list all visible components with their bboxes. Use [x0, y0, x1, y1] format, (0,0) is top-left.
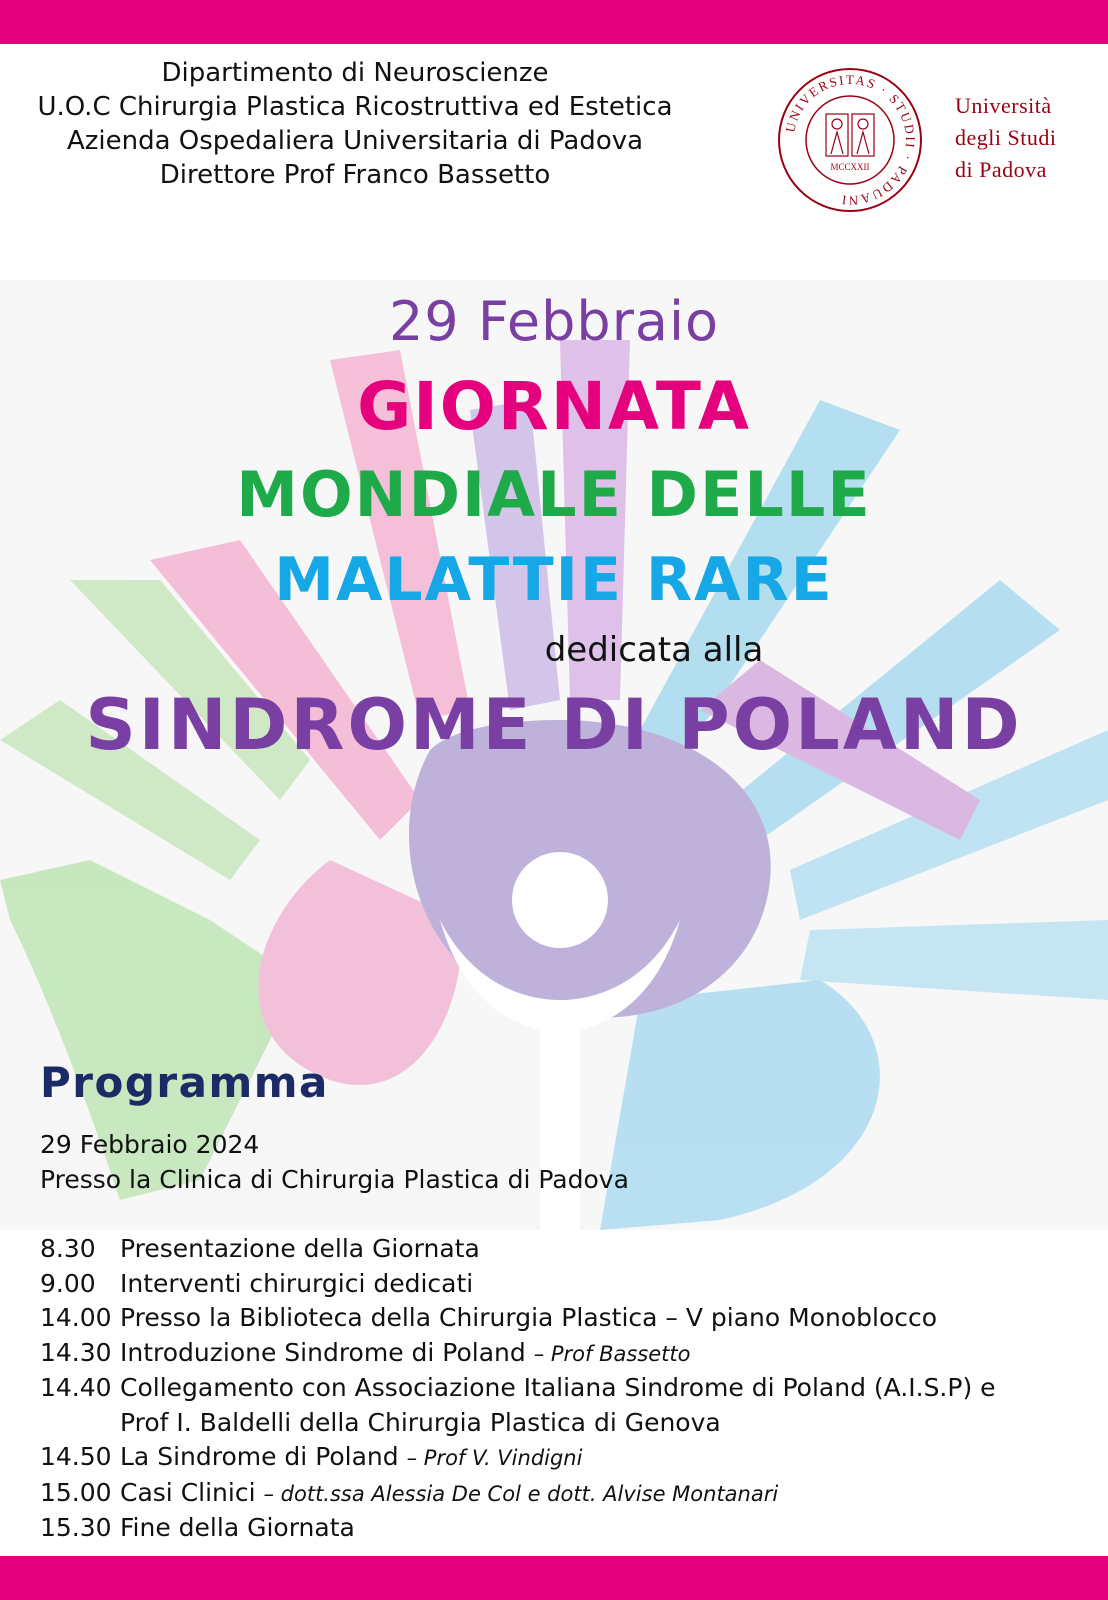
schedule-item	[40, 1301, 1090, 1336]
schedule-activity: Casi Clinici	[120, 1477, 256, 1507]
schedule-time: 14.30	[40, 1337, 112, 1367]
top-accent-bar	[0, 0, 1108, 44]
schedule-item	[40, 1267, 1090, 1302]
programme-date: 29 Febbraio 2024	[40, 1130, 260, 1159]
schedule-item	[40, 1406, 1090, 1441]
schedule-text	[120, 1267, 1090, 1302]
schedule-activity: Collegamento con Associazione Italiana Sindrome di Poland (A.I.S.P) e	[120, 1373, 996, 1402]
director-line: Direttore Prof Franco Bassetto	[159, 160, 551, 190]
schedule-text	[120, 1511, 1090, 1546]
schedule-activity: Presso la Biblioteca della Chirurgia Plastica – V piano Monoblocco	[120, 1303, 938, 1332]
schedule-text	[120, 1371, 1090, 1406]
university-line-1: Università	[955, 93, 1052, 118]
university-line-3: di Padova	[955, 157, 1047, 182]
schedule-speaker: – Prof Bassetto	[533, 1341, 691, 1366]
schedule-time: 8.30	[40, 1234, 96, 1263]
department-header	[20, 56, 690, 192]
schedule-activity: Introduzione Sindrome di Poland	[120, 1337, 526, 1367]
schedule-item	[40, 1232, 1090, 1267]
schedule-text	[120, 1440, 1090, 1476]
schedule-time: 14.00	[40, 1303, 112, 1332]
schedule-activity: La Sindrome di Poland	[120, 1442, 399, 1471]
schedule-time: 14.40	[40, 1373, 112, 1402]
schedule-time	[40, 1406, 120, 1441]
university-name	[955, 90, 1105, 186]
programme-place: Presso la Clinica di Chirurgia Plastica di Padova	[40, 1165, 629, 1194]
schedule-activity: Presentazione della Giornata	[120, 1234, 480, 1263]
title-line-malattie: MALATTIE RARE	[274, 545, 834, 615]
schedule-item	[40, 1371, 1090, 1406]
schedule-text	[120, 1232, 1090, 1267]
department-line: Dipartimento di Neuroscienze	[161, 58, 549, 88]
schedule-item	[40, 1476, 1090, 1512]
schedule-time: 15.30	[40, 1513, 112, 1542]
svg-text:MCCXXII: MCCXXII	[830, 162, 870, 172]
schedule-text	[120, 1476, 1090, 1512]
title-line-giornata: GIORNATA	[357, 368, 751, 445]
schedule-activity: Prof I. Baldelli della Chirurgia Plastica di Genova	[120, 1407, 721, 1437]
dedicated-label: dedicata alla	[544, 630, 764, 670]
schedule-text	[120, 1301, 1090, 1336]
hospital-line: Azienda Ospedaliera Universitaria di Padova	[66, 126, 644, 156]
schedule-text	[120, 1336, 1090, 1372]
title-line-mondiale: MONDIALE DELLE	[236, 458, 872, 531]
university-seal-logo	[776, 66, 924, 214]
schedule-text	[120, 1406, 1090, 1441]
university-line-2: degli Studi	[955, 125, 1057, 150]
bottom-accent-bar	[0, 1556, 1108, 1600]
hero-date: 29 Febbraio	[388, 290, 720, 353]
schedule-item	[40, 1511, 1090, 1546]
title-line-sindrome: SINDROME DI POLAND	[85, 684, 1023, 766]
schedule-time: 14.50	[40, 1442, 112, 1471]
schedule-time: 9.00	[40, 1268, 96, 1298]
schedule-speaker: – Prof V. Vindigni	[406, 1446, 583, 1470]
schedule-time: 15.00	[40, 1477, 112, 1507]
svg-text:UNIVERSITAS · STUDII · PADUANI: UNIVERSITAS · STUDII · PADUANI	[782, 71, 919, 209]
schedule-item	[40, 1336, 1090, 1372]
schedule-activity: Fine della Giornata	[120, 1513, 355, 1542]
schedule-list	[40, 1232, 1090, 1546]
unit-line: U.O.C Chirurgia Plastica Ricostruttiva ed Estetica	[37, 92, 673, 122]
schedule-activity: Interventi chirurgici dedicati	[120, 1268, 474, 1298]
programme-title: Programma	[40, 1058, 329, 1107]
schedule-item	[40, 1440, 1090, 1476]
schedule-speaker: – dott.ssa Alessia De Col e dott. Alvise Montanari	[263, 1481, 779, 1506]
